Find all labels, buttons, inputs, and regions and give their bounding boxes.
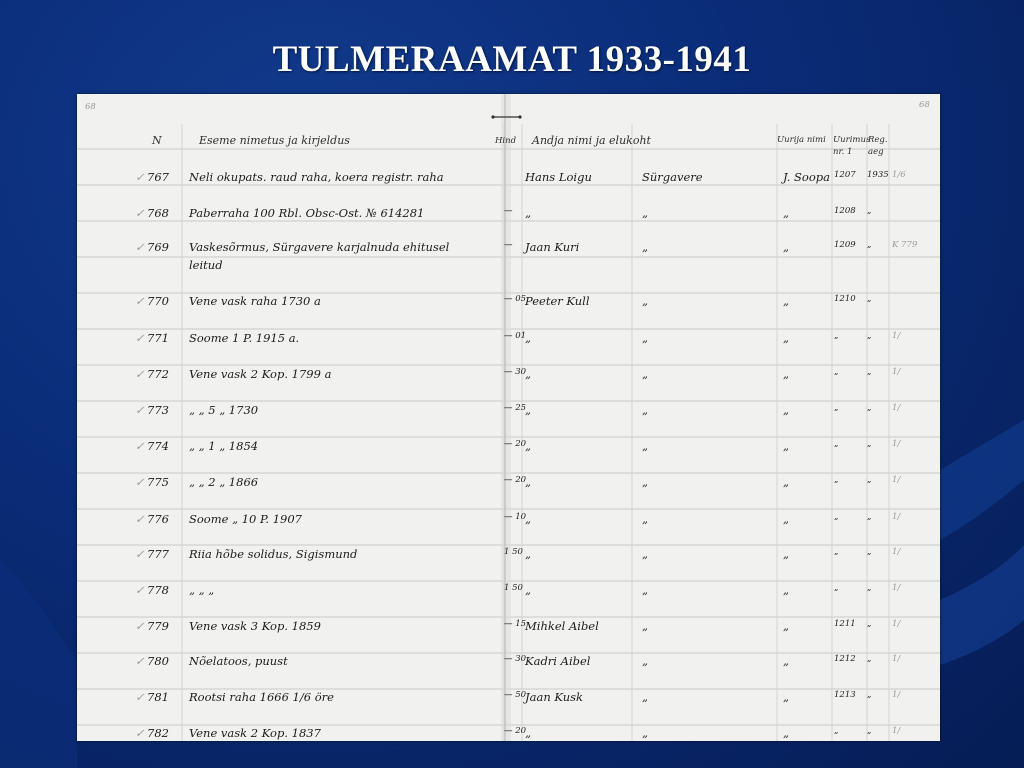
row-price: — 25 xyxy=(504,403,527,413)
row-description: Vaskesõrmus, Sürgavere karjalnuda ehitusel xyxy=(189,240,450,254)
row-price: — 20 xyxy=(504,726,527,736)
row-collector: „ xyxy=(783,294,789,308)
row-place: „ xyxy=(642,403,648,417)
row-number: 777 xyxy=(147,547,169,561)
row-reg-number: „ xyxy=(834,512,839,522)
row-donor: Jaan Kusk xyxy=(525,690,583,704)
row-donor: „ xyxy=(525,439,531,453)
row-reg-year: „ xyxy=(867,512,872,522)
row-description-continued: leitud xyxy=(189,258,223,272)
row-description: Soome „ 10 P. 1907 xyxy=(189,512,302,526)
row-place: „ xyxy=(642,690,648,704)
check-mark-icon: ✓ xyxy=(135,726,145,740)
row-number: 769 xyxy=(147,240,169,254)
row-price: — 20 xyxy=(504,475,527,485)
row-place: „ xyxy=(642,294,648,308)
header-donor: Andja nimi ja elukoht xyxy=(532,134,651,147)
row-collector: „ xyxy=(783,206,789,220)
row-reg-number: 1213 xyxy=(834,690,856,700)
row-description: „ „ 2 „ 1866 xyxy=(189,475,259,489)
row-price: 1 50 xyxy=(504,583,523,593)
row-collector: J. Soopa xyxy=(783,170,830,184)
row-description: Soome 1 P. 1915 a. xyxy=(189,331,300,345)
row-price: — 30 xyxy=(504,654,527,664)
row-collector: „ xyxy=(783,654,789,668)
row-number: 773 xyxy=(147,403,169,417)
row-place: „ xyxy=(642,439,648,453)
row-collector: „ xyxy=(783,475,789,489)
row-collector: „ xyxy=(783,547,789,561)
slide-title: TULMERAAMAT 1933-1941 xyxy=(272,39,752,80)
check-mark-icon: ✓ xyxy=(135,619,145,633)
row-description: „ „ „ xyxy=(189,583,215,597)
check-mark-icon: ✓ xyxy=(135,367,145,381)
check-mark-icon: ✓ xyxy=(135,170,145,184)
row-extra: 1/ xyxy=(892,512,901,522)
row-donor: „ xyxy=(525,726,531,740)
row-donor: „ xyxy=(525,367,531,381)
row-reg-number: 1208 xyxy=(834,206,856,216)
row-description: „ „ 1 „ 1854 xyxy=(189,439,259,453)
row-reg-year: „ xyxy=(867,294,872,304)
row-reg-number: „ xyxy=(834,403,839,413)
row-price: — 01 xyxy=(504,331,527,341)
row-reg-year: „ xyxy=(867,690,872,700)
header-number: N xyxy=(152,134,162,147)
row-reg-year: „ xyxy=(867,240,872,250)
row-place: „ xyxy=(642,206,648,220)
row-reg-number: „ xyxy=(834,583,839,593)
row-reg-number: 1210 xyxy=(834,294,856,304)
check-mark-icon: ✓ xyxy=(135,439,145,453)
row-number: 768 xyxy=(147,206,169,220)
check-mark-icon: ✓ xyxy=(135,654,145,668)
row-extra: K 779 xyxy=(892,240,918,250)
row-reg-year: 1935 xyxy=(867,170,889,180)
row-reg-year: „ xyxy=(867,619,872,629)
row-extra: 1/6 xyxy=(892,170,906,180)
row-price: — 50 xyxy=(504,690,527,700)
row-reg-year: „ xyxy=(867,475,872,485)
header-reg: Uurimus nr. 1 xyxy=(833,135,871,157)
check-mark-icon: ✓ xyxy=(135,512,145,526)
row-description: „ „ 5 „ 1730 xyxy=(189,403,259,417)
row-donor: Mihkel Aibel xyxy=(525,619,599,633)
page-number-right: 68 xyxy=(919,100,930,110)
row-reg-number: 1209 xyxy=(834,240,856,250)
row-price: — 30 xyxy=(504,367,527,377)
row-price: — xyxy=(504,206,513,216)
row-number: 781 xyxy=(147,690,169,704)
row-collector: „ xyxy=(783,240,789,254)
row-number: 767 xyxy=(147,170,169,184)
row-number: 772 xyxy=(147,367,169,381)
row-donor: Kadri Aibel xyxy=(525,654,591,668)
row-number: 771 xyxy=(147,331,169,345)
row-place: „ xyxy=(642,240,648,254)
row-description: Vene vask raha 1730 a xyxy=(189,294,321,308)
row-reg-year: „ xyxy=(867,206,872,216)
header-price: Hind xyxy=(495,136,517,146)
check-mark-icon: ✓ xyxy=(135,475,145,489)
ledger-ruling xyxy=(77,94,940,741)
row-donor: Jaan Kuri xyxy=(525,240,580,254)
row-extra: 1/ xyxy=(892,439,901,449)
row-reg-year: „ xyxy=(867,367,872,377)
ledger-photo xyxy=(77,94,940,741)
row-price: — xyxy=(504,240,513,250)
row-extra: 1/ xyxy=(892,726,901,736)
row-donor: „ xyxy=(525,206,531,220)
row-extra: 1/ xyxy=(892,619,901,629)
row-extra: 1/ xyxy=(892,583,901,593)
row-reg-year: „ xyxy=(867,547,872,557)
row-collector: „ xyxy=(783,403,789,417)
row-place: „ xyxy=(642,583,648,597)
check-mark-icon: ✓ xyxy=(135,547,145,561)
check-mark-icon: ✓ xyxy=(135,403,145,417)
row-collector: „ xyxy=(783,690,789,704)
row-donor: Hans Loigu xyxy=(525,170,592,184)
row-reg-year: „ xyxy=(867,331,872,341)
header-item: Eseme nimetus ja kirjeldus xyxy=(199,134,350,147)
row-collector: „ xyxy=(783,619,789,633)
row-place: „ xyxy=(642,367,648,381)
row-number: 780 xyxy=(147,654,169,668)
row-collector: „ xyxy=(783,439,789,453)
row-place: „ xyxy=(642,475,648,489)
row-place: „ xyxy=(642,726,648,740)
header-reg-year: Reg. aeg xyxy=(868,135,888,157)
row-price: 1 50 xyxy=(504,547,523,557)
row-description: Nõelatoos, puust xyxy=(189,654,288,668)
row-extra: 1/ xyxy=(892,331,901,341)
row-reg-year: „ xyxy=(867,439,872,449)
row-price: — 10 xyxy=(504,512,527,522)
row-donor: „ xyxy=(525,331,531,345)
row-reg-year: „ xyxy=(867,726,872,736)
row-price: — 15 xyxy=(504,619,527,629)
row-number: 776 xyxy=(147,512,169,526)
row-place: „ xyxy=(642,619,648,633)
row-extra: 1/ xyxy=(892,367,901,377)
row-collector: „ xyxy=(783,583,789,597)
row-description: Rootsi raha 1666 1/6 öre xyxy=(189,690,334,704)
row-price: — 20 xyxy=(504,439,527,449)
row-place: Sürgavere xyxy=(642,170,703,184)
row-reg-number: „ xyxy=(834,547,839,557)
row-description: Vene vask 2 Kop. 1799 a xyxy=(189,367,332,381)
row-extra: 1/ xyxy=(892,403,901,413)
row-number: 774 xyxy=(147,439,169,453)
row-description: Vene vask 2 Kop. 1837 xyxy=(189,726,321,740)
row-extra: 1/ xyxy=(892,654,901,664)
row-reg-number: „ xyxy=(834,439,839,449)
row-description: Neli okupats. raud raha, koera registr. raha xyxy=(189,170,444,184)
row-number: 775 xyxy=(147,475,169,489)
row-donor: „ xyxy=(525,583,531,597)
row-donor: „ xyxy=(525,547,531,561)
row-donor: „ xyxy=(525,475,531,489)
row-reg-number: „ xyxy=(834,367,839,377)
row-extra: 1/ xyxy=(892,547,901,557)
row-reg-number: 1211 xyxy=(834,619,856,629)
row-reg-number: 1207 xyxy=(834,170,856,180)
row-place: „ xyxy=(642,512,648,526)
row-reg-number: 1212 xyxy=(834,654,856,664)
row-reg-number: „ xyxy=(834,475,839,485)
row-collector: „ xyxy=(783,367,789,381)
check-mark-icon: ✓ xyxy=(135,690,145,704)
row-collector: „ xyxy=(783,331,789,345)
check-mark-icon: ✓ xyxy=(135,240,145,254)
row-price: — 05 xyxy=(504,294,527,304)
row-number: 779 xyxy=(147,619,169,633)
row-place: „ xyxy=(642,654,648,668)
check-mark-icon: ✓ xyxy=(135,206,145,220)
row-donor: „ xyxy=(525,512,531,526)
check-mark-icon: ✓ xyxy=(135,294,145,308)
row-reg-number: „ xyxy=(834,726,839,736)
row-donor: „ xyxy=(525,403,531,417)
row-description: Riia hõbe solidus, Sigismund xyxy=(189,547,358,561)
row-reg-year: „ xyxy=(867,403,872,413)
header-collector: Uurija nimi xyxy=(777,135,826,145)
row-reg-year: „ xyxy=(867,654,872,664)
row-collector: „ xyxy=(783,512,789,526)
row-number: 778 xyxy=(147,583,169,597)
row-collector: „ xyxy=(783,726,789,740)
row-number: 782 xyxy=(147,726,169,740)
row-extra: 1/ xyxy=(892,475,901,485)
row-number: 770 xyxy=(147,294,169,308)
check-mark-icon: ✓ xyxy=(135,331,145,345)
row-description: Vene vask 3 Kop. 1859 xyxy=(189,619,321,633)
row-place: „ xyxy=(642,331,648,345)
row-donor: Peeter Kull xyxy=(525,294,590,308)
page-number-left: 68 xyxy=(85,102,96,112)
check-mark-icon: ✓ xyxy=(135,583,145,597)
row-description: Paberraha 100 Rbl. Obsc-Ost. № 614281 xyxy=(189,206,425,220)
row-place: „ xyxy=(642,547,648,561)
row-extra: 1/ xyxy=(892,690,901,700)
row-reg-number: „ xyxy=(834,331,839,341)
row-reg-year: „ xyxy=(867,583,872,593)
